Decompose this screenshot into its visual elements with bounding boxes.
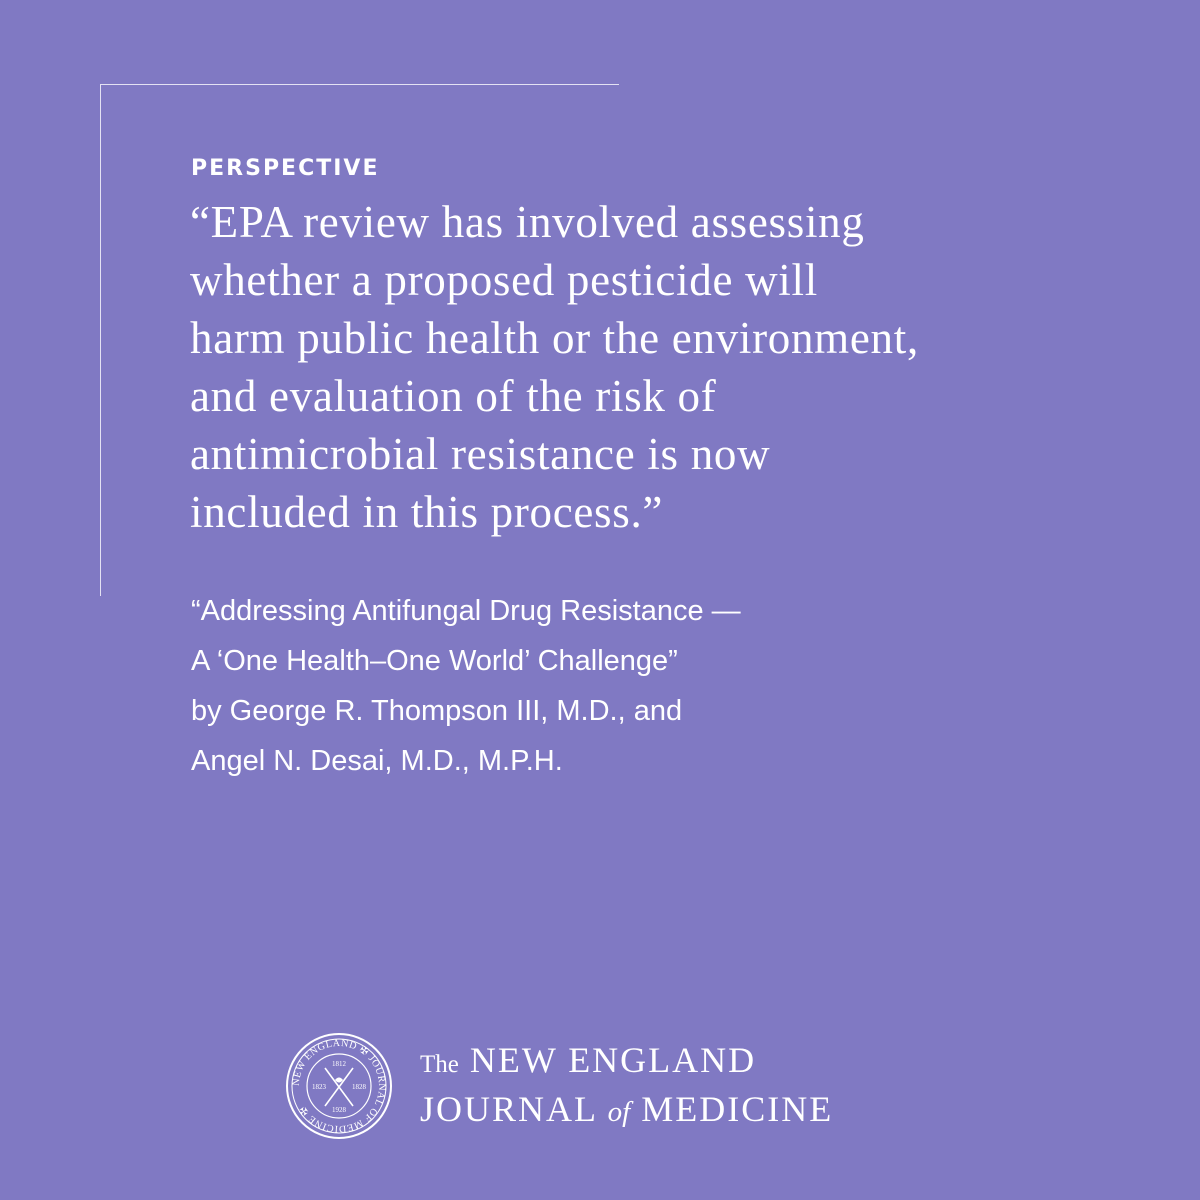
article-citation xyxy=(191,586,1091,786)
quote-line: whether a proposed pesticide will xyxy=(190,255,818,305)
pull-quote xyxy=(190,193,1150,541)
svg-text:1812: 1812 xyxy=(332,1060,346,1068)
frame-left-rule xyxy=(100,84,101,596)
quote-line: “EPA review has involved assessing xyxy=(190,197,865,247)
wordmark-of: of xyxy=(607,1096,631,1128)
quote-line: included in this process.” xyxy=(190,487,664,537)
wordmark-medicine: MEDICINE xyxy=(641,1089,834,1129)
quote-line: antimicrobial resistance is now xyxy=(190,429,771,479)
quote-line: and evaluation of the risk of xyxy=(190,371,717,421)
journal-seal-icon xyxy=(285,1032,393,1140)
wordmark-line-1 xyxy=(420,1038,833,1087)
journal-wordmark xyxy=(420,1038,833,1134)
quote-line: harm public health or the environment, xyxy=(190,313,919,363)
wordmark-line-2 xyxy=(420,1087,833,1134)
wordmark-the: The xyxy=(420,1051,459,1078)
svg-text:1823: 1823 xyxy=(312,1083,326,1091)
citation-line: A ‘One Health–One World’ Challenge” xyxy=(191,645,678,677)
section-label: PERSPECTIVE xyxy=(191,156,380,181)
svg-text:1928: 1928 xyxy=(332,1106,346,1114)
wordmark-new-england: NEW ENGLAND xyxy=(469,1040,757,1080)
frame-top-rule xyxy=(100,84,619,85)
svg-text:NEW ENGLAND ✠ JOURNAL OF MEDIC: NEW ENGLAND ✠ JOURNAL OF MEDICINE ✠ xyxy=(290,1037,388,1135)
citation-line: “Addressing Antifungal Drug Resistance — xyxy=(191,595,741,627)
svg-text:1828: 1828 xyxy=(352,1083,366,1091)
citation-line: by George R. Thompson III, M.D., and xyxy=(191,695,683,727)
wordmark-journal: JOURNAL xyxy=(420,1089,597,1129)
citation-line: Angel N. Desai, M.D., M.P.H. xyxy=(191,745,563,777)
journal-logo xyxy=(285,1032,833,1140)
